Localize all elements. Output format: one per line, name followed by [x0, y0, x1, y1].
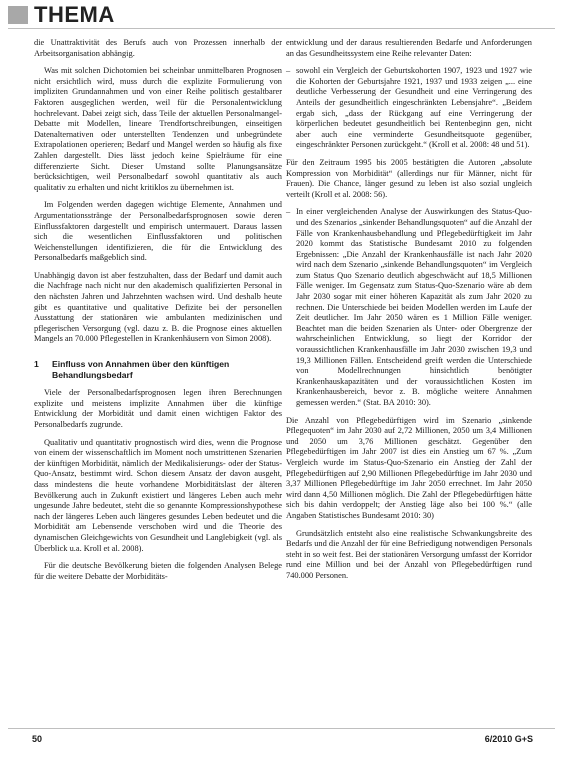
footer-rule: [8, 728, 555, 729]
paragraph: Für den Zeitraum 1995 bis 2005 bestätigten die Autoren „absolute Kompression von Morbidität“ (allerdings nur für Männer, nicht für Frauen). Die Chance, länger gesund zu leben ist also sozial ungleich verteilt (Kroll et al. 2008: 56).: [286, 157, 532, 199]
paragraph: Grundsätzlich entsteht also eine realistische Schwankungsbreite des Bedarfs und die Anzahl der für eine Befriedigung notwendigen Personals steht in so weit fest. Bei der stationären Versorgung umfasst der Korridor rund eine Million und bei der Anzahl von Pflegebedürftigen rund 740.000 Personen.: [286, 528, 532, 580]
paragraph: Die Anzahl von Pflegebedürftigen wird im Szenario „sinkende Pflegequoten“ im Jahr 2030 auf 2,72 Millionen, 2050 um 3,4 Millionen und 2050 um 3,76 Millionen geschätzt. Gegenüber den Pflegebedürftigen im Jahr 2007 ist dies ein Anstieg um 67 %. „Zum Vergleich wurde im Status-Quo-Szenario ein Anstieg der Zahl der Pflegebedürftigen auf 2,90 Millionen Pflegebedürftige im Jahr 2030 und 3,37 Millionen Pflegebedürftige im Jahr 2050 errechnet. Im Jahr 2050 wird dann 4,50 Millionen möglich. Die Zahl der Pflegebedürftigen hätte sich bis dahin verdoppelt; der Anstieg läge also bei 100 %.“ (alle Angaben Statistisches Bundesamt 2010: 30): [286, 415, 532, 520]
paragraph: entwicklung und der daraus resultierenden Bedarfe und Anforderungen an das Gesundheitssystem eine Reihe relevanter Daten:: [286, 38, 532, 58]
section-title: THEMA: [34, 2, 115, 27]
bullet-list: [286, 66, 532, 151]
list-item: – In einer vergleichenden Analyse der Auswirkungen des Status-Quo- und des Szenarios „sinkender Behandlungsquoten“ auf die Anzahl der Fälle von Krankenhausbehandlung und Pflegebedürftigkeit im Jahr 2020 kommt das Statistische Bundesamt 2010 zu folgenden Ergebnissen: „Die Anzahl der Krankenhausfälle ist nach Jahr 2020 wird nach dem Szenario „sinkende Behandlungsquoten“ im Vergleich zum Status Quo Szenario deutlich abgeschwächt auf 18,5 Millionen Fälle weniger. Im Gegensatz zum Status-Quo-Szenario wäre ab dem Jahr 2030 sogar mit einer höheren Kapazität als zum Jahr 2020 zu rechnen. Die Unterschiede bei beiden Modellen werden im Laufe der Zeit deutlicher. Im Jahr 2050 wären es 1 Million Fälle weniger. Beachtet man die beiden Szenarien als Unter- oder Obergrenze der wahrscheinlichen Entwicklung, so liegt der Korridor der voraussichtlichen Krankenhausfälle im Jahr 2030 zwischen 19,3 und 19,3 Millionen Fällen. Entscheidend greift werden die Unterschiede von Modellrechnungen hinsichtlich benötigter Krankenhauskapazitäten und der voraussichtlichen Kosten im Krankenhausbereich, bevor z. B. mögliche weitere Annahmen gemessen werden.“ (Stat. BA 2010: 30).: [286, 207, 532, 408]
left-column: [34, 38, 282, 589]
issue-label: 6/2010 G+S: [484, 734, 533, 744]
section-number: 1: [34, 359, 39, 370]
list-item: – sowohl ein Vergleich der Geburtskohorten 1907, 1923 und 1927 wie die Kohorten der Geburtsjahre 1921, 1937 und 1933 zeigen „... eine deutliche Verbesserung der Gesundheit und eine Verringerung des Anteils der gesundheitlich eingeschränkten Lebensjahre“. „Beidem ergab sich, „dass der Rückgang auf eine Verringerung der körperlichen bedeutet gesundheitlich bei Rentenbeginn gen, nicht aber auch eine verminderte Gesundheitsquote gegenüber, eingeschränkter Personen zurückgeht.“ (Kroll et al. 2008: 48 und 51).: [286, 66, 532, 151]
paragraph: die Unattraktivität des Berufs auch von Prozessen innerhalb der Arbeitsorganisation abhängig.: [34, 38, 282, 58]
page-number: 50: [32, 734, 43, 744]
paragraph: Für die deutsche Bevölkerung bieten die folgenden Analysen Belege für die weitere Debatte der Morbiditäts-: [34, 561, 282, 581]
right-column: [286, 38, 532, 589]
paragraph: Qualitativ und quantitativ prognostisch wird dies, wenn die Prognose von einem der wissenschaftlich im Moment noch umstrittenen Szenarien der künftigen Morbidität, nämlich der Medikalisierungs- oder der Status-Quo-Ansatz, bestimmt wird. Schon diesem Ansatz der davon ausgeht, dass mindestens die heute vorhandene Morbiditätslast der älteren Bevölkerung auch in Zukunft existiert und längeres Leben auch mehr ungesunde Jahre bedeutet, steht die so genannte Kompressionshypothese nach der längeres Leben auch längeres gesundes Leben bedeutet und die Morbidität am Lebensende verschoben wird und die Theorie des dynamischen Gleichgewichts von Gesundheit und Langlebigkeit (vgl. als Überblick u.a. Kroll et al. 2008).: [34, 437, 282, 553]
section-heading-text: Einfluss von Annahmen über den künftigen Behandlungsbedarf: [52, 359, 230, 380]
header-marker-block: [8, 6, 28, 24]
page-footer: [0, 728, 563, 758]
section-heading: [34, 359, 282, 380]
bullet-list: [286, 207, 532, 408]
paragraph: Unabhängig davon ist aber festzuhalten, dass der Bedarf und damit auch die Nachfrage nach nicht nur den akademisch qualifizierten Personal in den nächsten Jahren und Jahrzehnten wachsen wird. Und deshalb heute gibt es quantitative und qualitative Defizite bei der personellen Ausstattung der stationären wie ambulanten medizinischen und pflegerischen Versorgung (vgl. dazu z. B. die Prognose eines aktuellen Mangels an 70.000 Pflegestellen in Krankenhäusern von Simon 2008).: [34, 270, 282, 344]
paragraph: Viele der Personalbedarfsprognosen legen ihren Berechnungen explizite und meistens implizite Annahmen über die künftige Entwicklung der Morbidität und damit einen wichtigen Faktor des Personalbedarfs zugrunde.: [34, 388, 282, 429]
header-rule: [8, 28, 555, 29]
paragraph: Im Folgenden werden dagegen wichtige Elemente, Annahmen und Argumentationsstränge der Personalbedarfsprognosen sowie deren Einflussfaktoren dargestellt und empirisch untermauert. Daraus lassen sich die wesentlichen Einflussfaktoren und politischen Weichenstellungen identifizieren, die für die Entwicklung des Personalbedarfs maßgeblich sind.: [34, 200, 282, 263]
page-header: [0, 0, 563, 30]
paragraph: Was mit solchen Dichotomien bei scheinbar unmittelbaren Prognosen nicht ersichtlich wird, muss durch die explizite Formulierung von impliziten Grundannahmen und von einer Reihe politisch gestaltbarer Faktoren ausgeglichen werden, weil für die Personalentwicklung hochrelevant. Dabei zeigt sich, dass Teile der aktuellen Personalmangel-Debatte mit Modellen, lineare Trendfortschreibungen, einseitigen Datenalternativen oder unterstellten Tendenzen und unbegründete Extrapolationen operieren; Bedarf und Mangel werden so häufig als fixe Zahlen dargestellt. Dies lässt jedoch keine Spielräume für eine differenzierte Sicht. Dieser Umstand sollte Planungsansätze berücksichtigen, weil Personalbedarf sowohl quantitativ als auch qualitativ zu erhalten und nicht kritiklos zu übernehmen ist.: [34, 66, 282, 192]
